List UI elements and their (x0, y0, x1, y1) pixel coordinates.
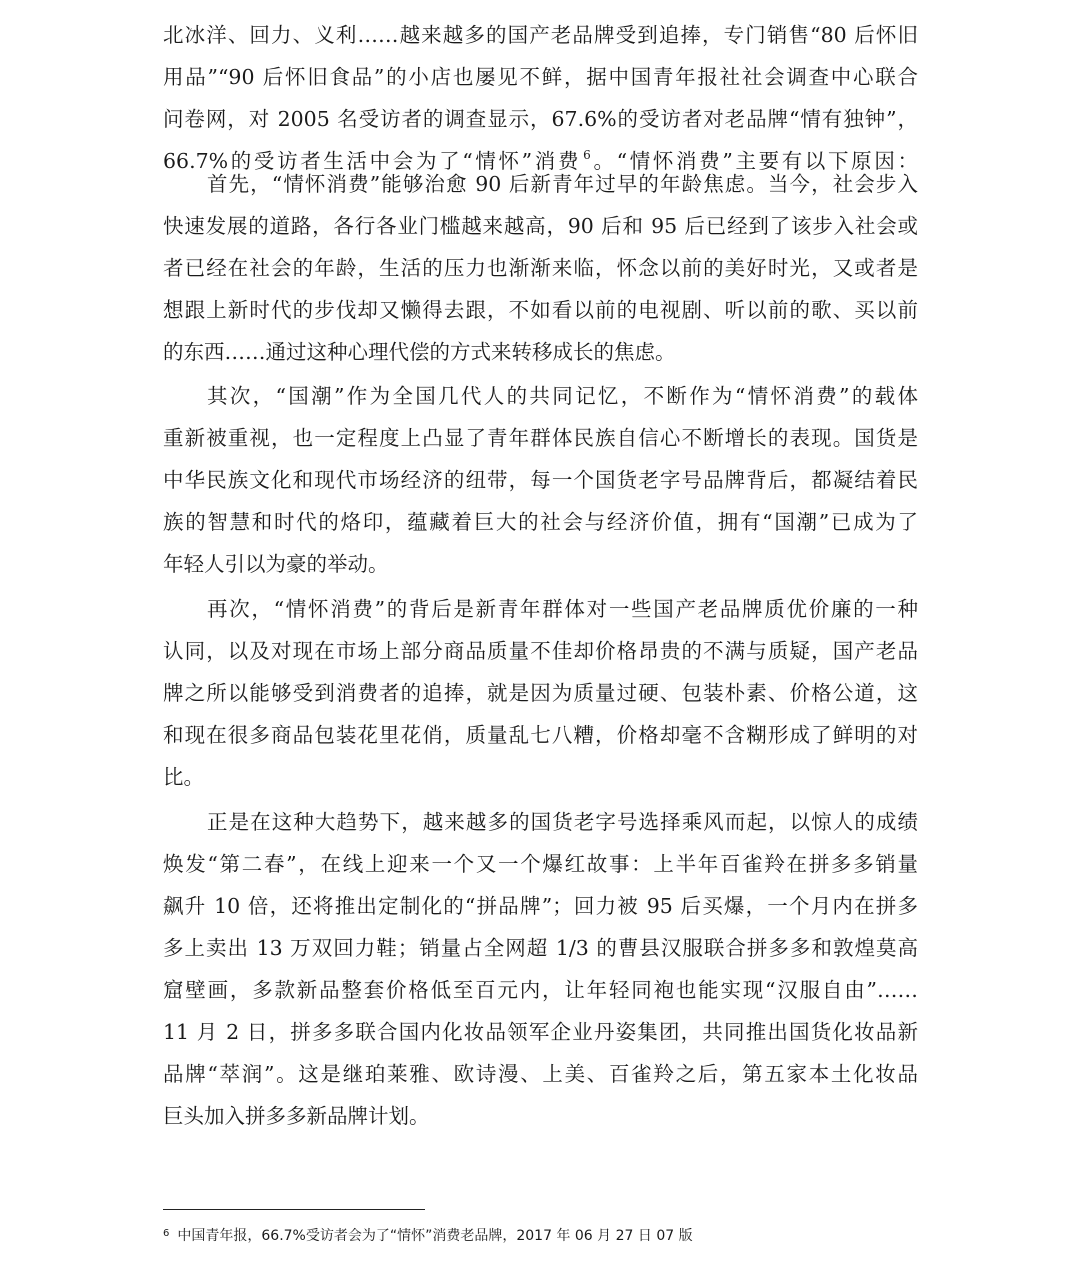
text-line: 快速发展的道路，各行各业门槛越来越高，90 后和 95 后已经到了该步入社会或 (163, 214, 918, 238)
text-line: 者已经在社会的年龄，生活的压力也渐渐来临，怀念以前的美好时光，又或者是 (163, 256, 918, 280)
text-line: 年轻人引以为豪的举动。 (163, 552, 389, 576)
text-segment: 66.7%的受访者生活中会为了“情怀”消费 (163, 149, 582, 173)
footnote-text: 中国青年报，66.7%受访者会为了“情怀”消费老品牌，2017 年 06 月 27 日 07 版 (177, 1228, 693, 1244)
text-line: 飙升 10 倍，还将推出定制化的“拼品牌”；回力被 95 后买爆，一个月内在拼多 (163, 894, 918, 918)
text-line: 和现在很多商品包装花里花俏，质量乱七八糟，价格却毫不含糊形成了鲜明的对 (163, 723, 918, 747)
text-line: 的东西……通过这种心理代偿的方式来转移成长的焦虑。 (163, 340, 676, 364)
footnote-reference: 6 (583, 148, 591, 162)
text-line: 族的智慧和时代的烙印，蕴藏着巨大的社会与经济价值，拥有“国潮”已成为了 (163, 510, 918, 534)
text-line: 重新被重视，也一定程度上凸显了青年群体民族自信心不断增长的表现。国货是 (163, 426, 918, 450)
footnote-divider (163, 1209, 425, 1210)
text-line: 多上卖出 13 万双回力鞋；销量占全网超 1/3 的曹县汉服联合拼多多和敦煌莫高 (163, 936, 918, 960)
text-line: 正是在这种大趋势下，越来越多的国货老字号选择乘风而起，以惊人的成绩 (207, 810, 918, 834)
text-segment: 。“情怀消费”主要有以下原因： (590, 149, 918, 173)
text-line: 北冰洋、回力、义利……越来越多的国产老品牌受到追捧，专门销售“80 后怀旧 (163, 23, 918, 47)
text-line: 用品”“90 后怀旧食品”的小店也屡见不鲜，据中国青年报社社会调查中心联合 (163, 65, 918, 89)
text-line: 比。 (163, 765, 204, 789)
text-line: 首先，“情怀消费”能够治愈 90 后新青年过早的年龄焦虑。当今，社会步入 (207, 172, 918, 196)
footnote-number: 6 (163, 1228, 170, 1239)
text-line: 中华民族文化和现代市场经济的纽带，每一个国货老字号品牌背后，都凝结着民 (163, 468, 918, 492)
text-line: 认同，以及对现在市场上部分商品质量不佳却价格昂贵的不满与质疑，国产老品 (163, 639, 918, 663)
text-line: 问卷网，对 2005 名受访者的调查显示，67.6%的受访者对老品牌“情有独钟”， (163, 107, 918, 131)
text-line: 焕发“第二春”，在线上迎来一个又一个爆红故事：上半年百雀羚在拼多多销量 (163, 852, 918, 876)
text-line: 品牌“萃润”。这是继珀莱雅、欧诗漫、上美、百雀羚之后，第五家本土化妆品 (163, 1062, 918, 1086)
text-line: 再次，“情怀消费”的背后是新青年群体对一些国产老品牌质优价廉的一种 (207, 597, 918, 621)
text-line: 窟壁画，多款新品整套价格低至百元内，让年轻同袍也能实现“汉服自由”…… (163, 978, 918, 1002)
text-line: 想跟上新时代的步伐却又懒得去跟，不如看以前的电视剧、听以前的歌、买以前 (163, 298, 918, 322)
text-line: 其次，“国潮”作为全国几代人的共同记忆，不断作为“情怀消费”的载体 (207, 384, 918, 408)
footnote (163, 1222, 923, 1248)
text-line: 11 月 2 日，拼多多联合国内化妆品领军企业丹姿集团，共同推出国货化妆品新 (163, 1020, 918, 1044)
text-line: 巨头加入拼多多新品牌计划。 (163, 1104, 430, 1128)
text-line: 牌之所以能够受到消费者的追捧，就是因为质量过硬、包装朴素、价格公道，这 (163, 681, 918, 705)
